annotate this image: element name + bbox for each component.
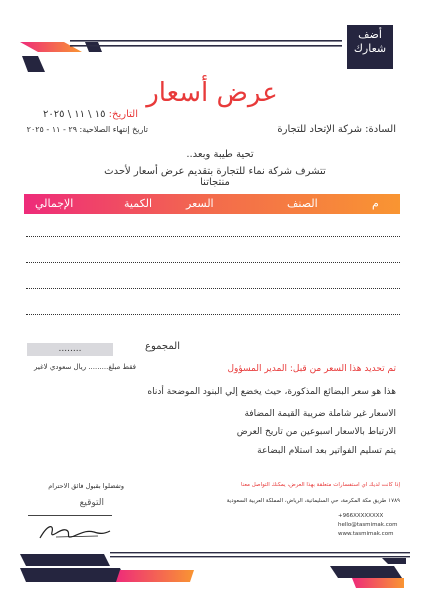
- intro-text: تتشرف شركة نماء للتجارة بتقديم عرض أسعار لأحدث منتجاتنا: [104, 166, 326, 188]
- column-item: الصنف: [287, 197, 318, 210]
- date-row: [20, 109, 138, 120]
- validity-date: تاريخ إنتهاء الصلاحية: ٢٩ - ١١ - ٢٠٢٥: [26, 125, 148, 134]
- signature-line: [28, 515, 112, 516]
- logo-line-1: أضف: [358, 28, 382, 41]
- column-index: م: [372, 197, 379, 210]
- column-total: الإجمالي: [35, 197, 74, 210]
- note-line: الارتباط بالاسعار اسبوعين من تاريخ العرض: [236, 427, 396, 437]
- recipient-value: شركة الإتحاد للتجارة: [277, 124, 362, 135]
- table-row[interactable]: [26, 236, 400, 237]
- bottom-stripes-graphic: [0, 548, 424, 600]
- contact-email[interactable]: hello@tasmimak.com: [338, 522, 398, 528]
- table-row[interactable]: [26, 314, 400, 315]
- column-quantity: الكمية: [124, 197, 153, 210]
- logo-placeholder[interactable]: [347, 25, 393, 69]
- table-row[interactable]: [26, 288, 400, 289]
- note-line: يتم تسليم الفواتير بعد استلام البضاعة: [257, 446, 396, 456]
- signature-scribble: [34, 518, 114, 550]
- signature-label: التوقيع: [79, 498, 104, 508]
- table-row[interactable]: [26, 262, 400, 263]
- signature-graphic: [34, 518, 114, 546]
- date-label: التاريخ:: [108, 109, 138, 120]
- logo-line-2: شعارك: [353, 42, 387, 55]
- greeting: تحية طيبة وبعد..: [186, 149, 254, 160]
- total-label: المجموع: [145, 341, 180, 352]
- note-line: الاسعار غير شاملة ضريبة القيمة المضافة: [244, 409, 396, 419]
- closing-thanks: وتفضلوا بقبول فائق الاحترام: [48, 482, 124, 490]
- total-in-words: فقط مبلغ......... ريال سعودي لاغير: [34, 363, 136, 371]
- total-value-field[interactable]: ........: [27, 343, 113, 356]
- contact-website[interactable]: www.tasmimak.com: [338, 531, 394, 537]
- contact-phone: +966XXXXXXXX: [338, 513, 384, 519]
- contact-help: إذا كانت لديك اي استفسارات متعلقة بهذا العرض، يمكنك التواصل معنا: [241, 482, 400, 488]
- bottom-decoration: [0, 548, 424, 600]
- recipient-label: السادة:: [365, 124, 396, 135]
- date-value: ١٥ \ ١١ \ ٢٠٢٥: [43, 109, 106, 120]
- column-price: السعر: [186, 197, 214, 210]
- contact-address: ١٧٨٩ طريق مكة المكرمة، حي السليمانية، الرياض، المملكة العربية السعودية: [226, 498, 400, 504]
- recipient-row: [230, 124, 396, 135]
- document-title: عرض أسعار: [146, 78, 278, 108]
- note-line: هذا هو سعر البضائع المذكورة، حيث يخضع إلي البنود الموضحة أدناه: [147, 387, 396, 397]
- price-set-by: تم تحديد هذا السعر من قبل: المدير المسؤول: [227, 364, 396, 374]
